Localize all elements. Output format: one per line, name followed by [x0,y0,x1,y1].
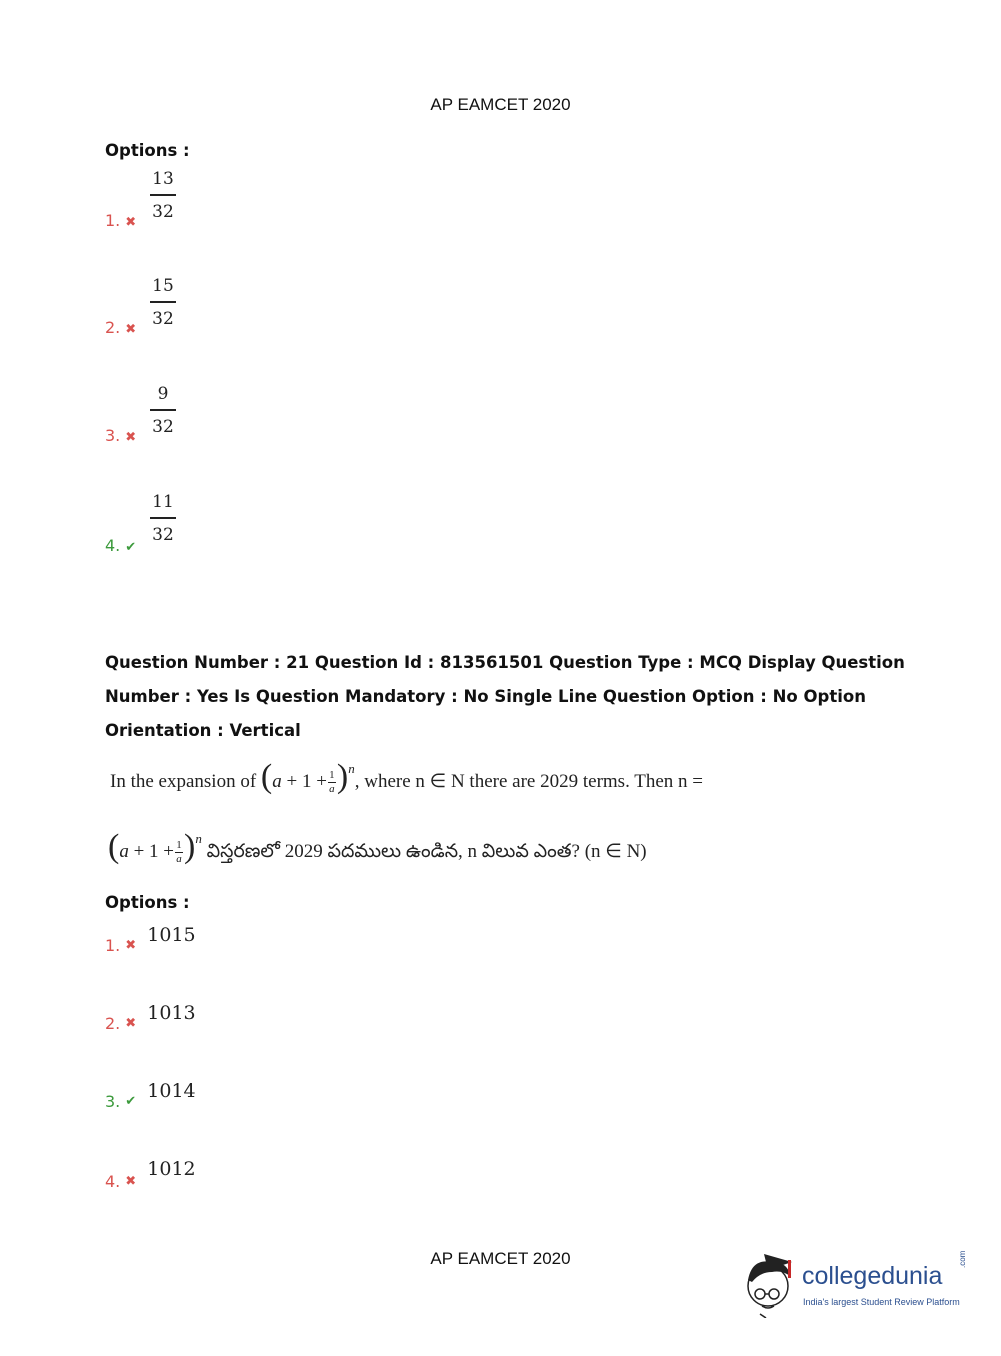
option-number: 1. [105,211,121,230]
question-meta-line-3: Orientation : Vertical [105,721,301,740]
denominator: 32 [152,525,174,545]
question-meta-line-2: Number : Yes Is Question Mandatory : No Single Line Question Option : No Option [105,687,866,706]
option-number: 3. [105,1092,121,1111]
numerator: 9 [157,384,169,404]
option-3-fraction [149,384,177,437]
numerator: 15 [152,276,174,296]
option-1 [105,924,196,955]
options-label: Options : [105,141,190,160]
check-icon: ✔ [125,1094,137,1109]
option-2-fraction [149,276,177,329]
fraction-bar [150,409,176,411]
denominator: 32 [152,309,174,329]
cross-icon: ✖ [125,215,137,230]
option-value: 1014 [147,1080,196,1102]
cross-icon: ✖ [125,1016,137,1031]
cross-icon: ✖ [125,322,137,337]
option-number: 2. [105,318,121,337]
question-suffix: , where n ∈ N there are 2029 terms. Then n = [354,771,703,792]
mascot-icon [742,1248,802,1318]
option-number: 4. [105,1172,121,1191]
options-label: Options : [105,893,190,912]
option-1-fraction [149,169,177,222]
option-number: 2. [105,1014,121,1033]
question-text-telugu: (a + 1 + $\frac{1}{a}$ )$^n$ విస్తరణలో 2029 పదములు ఉండిన, n విలువ ఎంత? (n ∈ N) [108,828,647,866]
cross-icon: ✖ [125,430,137,445]
option-number: 4. [105,536,121,555]
denominator: 32 [152,417,174,437]
collegedunia-logo [742,1248,972,1318]
numerator: 13 [152,169,174,189]
check-icon: ✔ [125,540,137,555]
option-number: 3. [105,426,121,445]
numerator: 11 [152,492,174,512]
question-telugu-text: విస్తరణలో 2029 పదములు ఉండిన, n విలువ ఎంత? (n ∈ N) [206,841,647,862]
brand-tagline: India's largest Student Review Platform [803,1297,960,1307]
page-header: AP EAMCET 2020 [430,95,571,114]
option-value: 1012 [147,1158,196,1180]
cross-icon: ✖ [125,1174,137,1189]
fraction-bar [150,517,176,519]
question-prefix: In the expansion of [110,771,257,792]
exponent: n [348,761,355,776]
fraction-bar [150,301,176,303]
option-value: 1013 [147,1002,196,1024]
option-3 [105,1080,196,1111]
brand-suffix: .com [958,1250,967,1268]
brand-name: collegedunia [802,1262,943,1290]
inline-fraction: $\frac{1}{a}$ [176,839,182,866]
denominator: 32 [152,202,174,222]
page-footer: AP EAMCET 2020 [430,1249,571,1268]
option-4-fraction [149,492,177,545]
option-number: 1. [105,936,121,955]
fraction-bar [150,194,176,196]
cross-icon: ✖ [125,938,137,953]
option-2 [105,1002,196,1033]
inline-fraction: $\frac{1}{a}$ [329,769,335,796]
question-meta-line-1: Question Number : 21 Question Id : 813561501 Question Type : MCQ Display Question [105,653,905,672]
option-value: 1015 [147,924,196,946]
base-a: a [272,771,282,792]
question-text-english: In the expansion of (a + 1 + $\frac{1}{a}$ )$^n$, where n ∈ N there are 2029 terms. Then n = [110,758,703,796]
option-4 [105,1158,196,1191]
plus-one-plus: + 1 + [286,771,327,792]
